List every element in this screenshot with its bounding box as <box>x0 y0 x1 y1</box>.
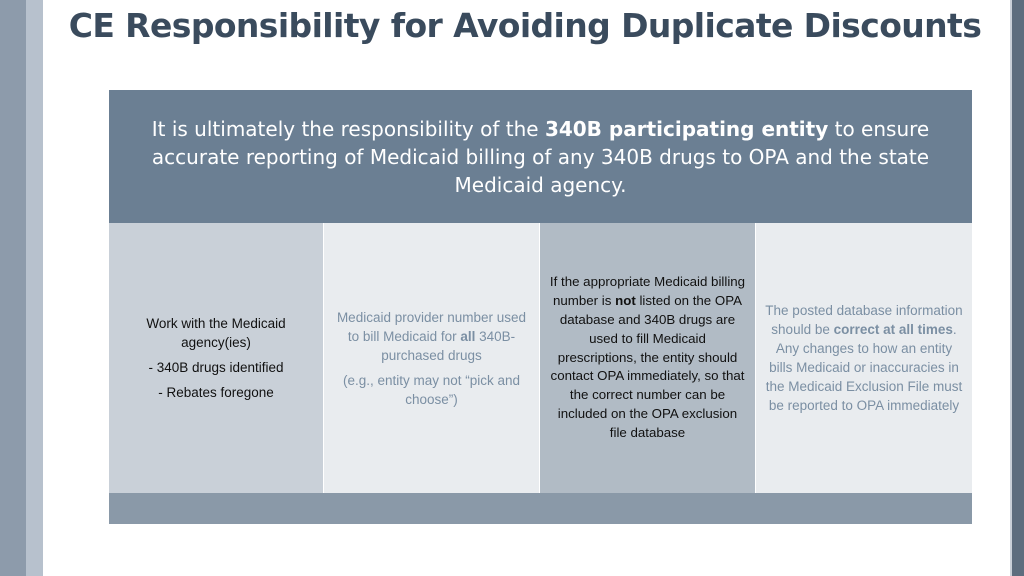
cell4-text <box>764 301 964 415</box>
cell3-bold: not <box>615 293 636 309</box>
cell4-post: . Any changes to how an entity bills Medicaid or inaccuracies in the Medicaid Exclusion File must be reported to OPA immediately <box>765 322 963 413</box>
cell4-pre: The posted database information should be <box>765 303 963 337</box>
cell-medicaid-agency <box>109 223 324 493</box>
right-accent-bar <box>1012 0 1024 576</box>
cell2-line2: (e.g., entity may not “pick and choose”) <box>342 372 521 407</box>
responsibility-table <box>109 90 972 524</box>
cell3-text <box>548 273 747 442</box>
header-text-post: to ensure accurate reporting of Medicaid billing of any 340B drugs to OPA and the state Medicaid agency. <box>151 116 930 197</box>
header-text-bold: 340B participating entity <box>544 116 829 141</box>
cell-billing-number <box>540 223 756 493</box>
cell2-pre: Medicaid provider number used to bill Medicaid for <box>336 309 527 344</box>
slide-title: CE Responsibility for Avoiding Duplicate Discounts <box>68 6 982 45</box>
cell3-post: listed on the OPA database and 340B drugs are used to fill Medicaid prescriptions, the entity should contact OPA immediately, so that the correct number can be included on the OPA exclusion file database <box>550 293 745 440</box>
cell3-pre: If the appropriate Medicaid billing number is <box>549 274 746 309</box>
cell1-line1: Work with the Medicaid agency(ies) <box>146 316 286 350</box>
left-accent-bar-inner <box>26 0 43 576</box>
left-accent-bar <box>0 0 26 576</box>
cell2-post: 340B-purchased drugs <box>381 328 516 363</box>
cell1-line3: - Rebates foregone <box>158 385 274 400</box>
cell2-bold: all <box>460 328 476 344</box>
cell4-bold: correct at all times <box>833 322 953 337</box>
footer-row <box>109 493 972 524</box>
header-row <box>109 90 972 223</box>
cell1-line2: - 340B drugs identified <box>148 360 284 375</box>
header-text <box>129 115 952 199</box>
cell2-line1 <box>332 308 531 365</box>
cells-row <box>109 223 972 493</box>
cell-database-information <box>756 223 972 493</box>
cell-provider-number <box>324 223 540 493</box>
header-text-pre: It is ultimately the responsibility of the <box>151 116 545 141</box>
